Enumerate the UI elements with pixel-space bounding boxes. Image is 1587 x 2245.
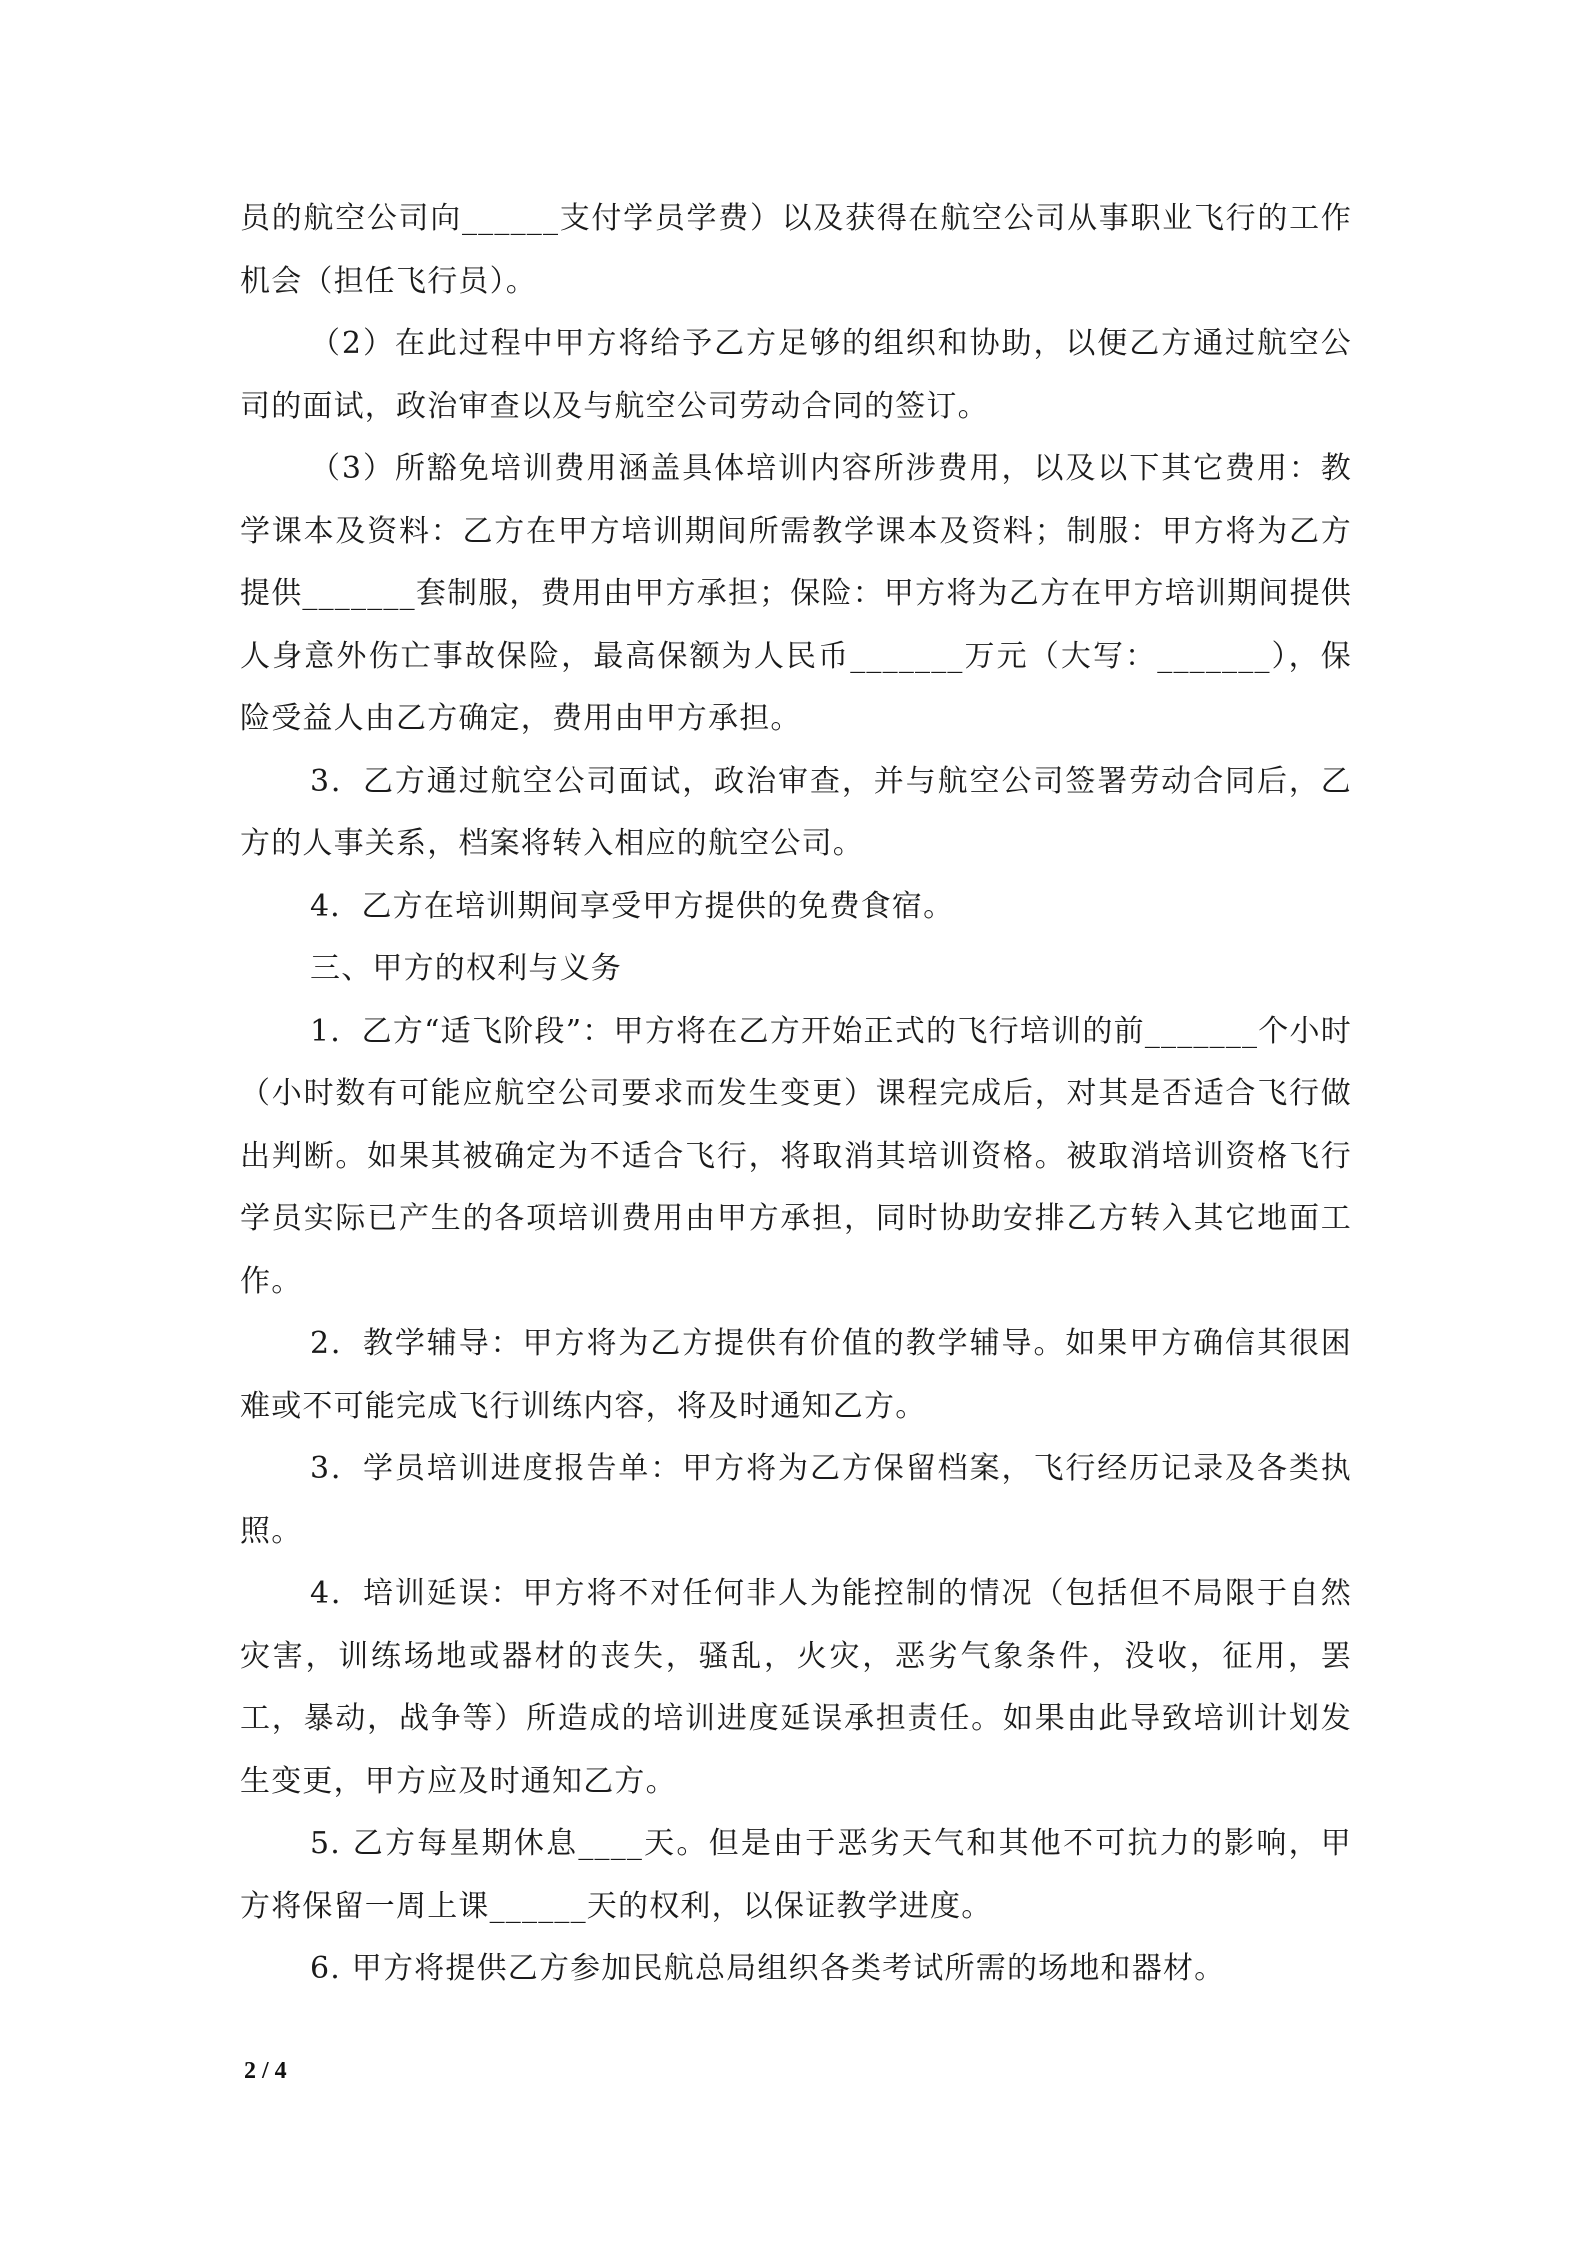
paragraph-5: 4．乙方在培训期间享受甲方提供的免费食宿。 — [310, 888, 955, 924]
paragraph-7: 1．乙方“适飞阶段”：甲方将在乙方开始正式的飞行培训的前_______个小时（小时数有可能应航空公司要求而发生变更）课程完成后，对其是否适合飞行做出判断。如果其被确定为不适合飞行，将取消其培训资格。被取消培训资格飞行学员实际已产生的各项培训费用由甲方承担，同时协助安排乙方转入其它地面工作。 — [240, 1013, 1352, 1299]
paragraph-9: 3．学员培训进度报告单：甲方将为乙方保留档案，飞行经历记录及各类执照。 — [240, 1451, 1352, 1549]
paragraph-12: 6. 甲方将提供乙方参加民航总局组织各类考试所需的场地和器材。 — [310, 1951, 1226, 1986]
paragraph-10: 4．培训延误：甲方将不对任何非人为能控制的情况（包括但不局限于自然灾害，训练场地或器材的丧失，骚乱，火灾，恶劣气象条件，没收，征用，罢工，暴动，战争等）所造成的培训进度延误承担责任。如果由此导致培训计划发生变更，甲方应及时通知乙方。 — [240, 1576, 1352, 1799]
paragraph-1: 员的航空公司向______支付学员学费）以及获得在航空公司从事职业飞行的工作机会（担任飞行员）。 — [240, 201, 1352, 299]
document-body — [240, 188, 1352, 2001]
paragraph-2: （2）在此过程中甲方将给予乙方足够的组织和协助，以便乙方通过航空公司的面试，政治审查以及与航空公司劳动合同的签订。 — [240, 326, 1352, 424]
section-heading: 三、甲方的权利与义务 — [310, 951, 622, 986]
paragraph-3: （3）所豁免培训费用涵盖具体培训内容所涉费用，以及以下其它费用：教学课本及资料：乙方在甲方培训期间所需教学课本及资料；制服：甲方将为乙方提供_______套制服，费用由甲方承担；保险：甲方将为乙方在甲方培训期间提供人身意外伤亡事故保险，最高保额为人民币_______万元（大写：_______），保险受益人由乙方确定，费用由甲方承担。 — [240, 451, 1352, 736]
paragraph-11: 5. 乙方每星期休息____天。但是由于恶劣天气和其他不可抗力的影响，甲方将保留一周上课______天的权利，以保证教学进度。 — [240, 1826, 1352, 1924]
paragraph-8: 2．教学辅导：甲方将为乙方提供有价值的教学辅导。如果甲方确信其很困难或不可能完成飞行训练内容，将及时通知乙方。 — [240, 1326, 1352, 1424]
paragraph-4: 3．乙方通过航空公司面试，政治审查，并与航空公司签署劳动合同后，乙方的人事关系，档案将转入相应的航空公司。 — [240, 763, 1352, 861]
page-number: 2 / 4 — [244, 2058, 287, 2084]
